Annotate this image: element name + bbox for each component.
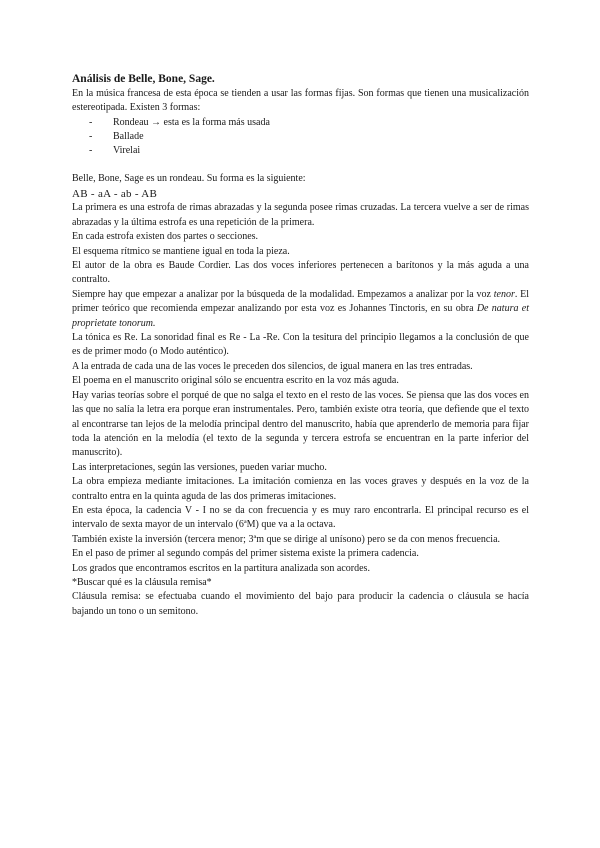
paragraph: Hay varias teorías sobre el porqué de que no salga el texto en el resto de las voces. Se piensa que las dos voces en las que no salía la letra era porque eran instrumentales. Pero, también existe otra teoría, que defiende que el texto al encontrarse tan lejos de la melodía principal dentro del manuscrito, había que aprenderlo de memoria para fijar toda la atención en la melodía (el texto de la segunda y tercera estrofa se encuentran en la parte inferior del manuscrito). bbox=[72, 389, 529, 459]
modality-paragraph bbox=[72, 288, 529, 331]
form-scheme: AB - aA - ab - AB bbox=[72, 187, 158, 200]
list-item-label: Rondeau → esta es la forma más usada bbox=[113, 116, 270, 128]
paragraph: La primera es una estrofa de rimas abrazadas y la segunda posee rimas cruzadas. La tercera vuelve a ser de rimas abrazadas y la última estrofa es una repetición de la primera. bbox=[72, 202, 529, 228]
paragraph: También existe la inversión (tercera menor; 3ªm que se dirige al unísono) pero se da con menos frecuencia. bbox=[72, 533, 501, 545]
paragraph: El autor de la obra es Baude Cordier. Las dos voces inferiores pertenecen a barítonos y la más aguda a una contralto. bbox=[72, 260, 529, 286]
list-dash: - bbox=[89, 145, 93, 157]
paragraph: *Buscar qué es la cláusula remisa* bbox=[72, 576, 212, 588]
paragraph: Cláusula remisa: se efectuaba cuando el movimiento del bajo para producir la cadencia o cláusula se hacía bajando un tono o un semitono. bbox=[72, 591, 529, 617]
paragraph: En esta época, la cadencia V - I no se da con frecuencia y es muy raro encontrarla. El principal recurso es el intervalo de sexta mayor de un intervalo (6ªM) que va a la octava. bbox=[72, 504, 529, 531]
paragraph: La tónica es Re. La sonoridad final es Re - La -Re. Con la tesitura del principio llegamos a la conclusión de que es de primer modo (o Modo auténtico). bbox=[72, 332, 529, 358]
treatise-title: De natura et proprietate tonorum. bbox=[72, 303, 529, 329]
paragraph: La obra empieza mediante imitaciones. La imitación comienza en las voces graves y después en la voz de la contralto entra en la quinta aguda de las dos primeras imitaciones. bbox=[72, 476, 529, 502]
intro-paragraph: En la música francesa de esta época se tienden a usar las formas fijas. Son formas que tienen una musicalización estereotipada. Existen 3 formas: bbox=[72, 88, 529, 114]
paragraph-text: Siempre hay que empezar a analizar por la búsqueda de la modalidad. Empezamos a analizar por la voz bbox=[72, 288, 494, 300]
paragraph: Los grados que encontramos escritos en la partitura analizada son acordes. bbox=[72, 562, 370, 574]
tenor-italic: tenor bbox=[493, 288, 515, 300]
list-item-label: Virelai bbox=[113, 145, 141, 157]
rondeau-paragraph: Belle, Bone, Sage es un rondeau. Su forma es la siguiente: bbox=[72, 173, 306, 185]
document-title: Análisis de Belle, Bone, Sage. bbox=[72, 73, 215, 85]
paragraph: El esquema rítmico se mantiene igual en toda la pieza. bbox=[72, 245, 290, 257]
list-dash: - bbox=[89, 131, 93, 143]
list-item bbox=[72, 116, 529, 130]
list-item bbox=[72, 144, 529, 158]
paragraph: A la entrada de cada una de las voces le preceden dos silencios, de igual manera en las tres entradas. bbox=[72, 360, 473, 372]
list-dash: - bbox=[89, 116, 93, 128]
paragraph: Las interpretaciones, según las versiones, pueden variar mucho. bbox=[72, 461, 327, 473]
list-item bbox=[72, 130, 529, 144]
paragraph: En cada estrofa existen dos partes o secciones. bbox=[72, 231, 259, 243]
blank-line bbox=[72, 158, 529, 172]
forms-list bbox=[72, 116, 529, 159]
list-item-label: Ballade bbox=[113, 131, 144, 143]
paragraph: En el paso de primer al segundo compás del primer sistema existe la primera cadencia. bbox=[72, 548, 419, 560]
paragraph: El poema en el manuscrito original sólo se encuentra escrito en la voz más aguda. bbox=[72, 375, 399, 387]
paragraph-text: . El primer teórico que recomienda empezar analizando por esta voz es Johannes Tinctoris, en su obra bbox=[72, 288, 530, 315]
document-body bbox=[72, 72, 529, 619]
